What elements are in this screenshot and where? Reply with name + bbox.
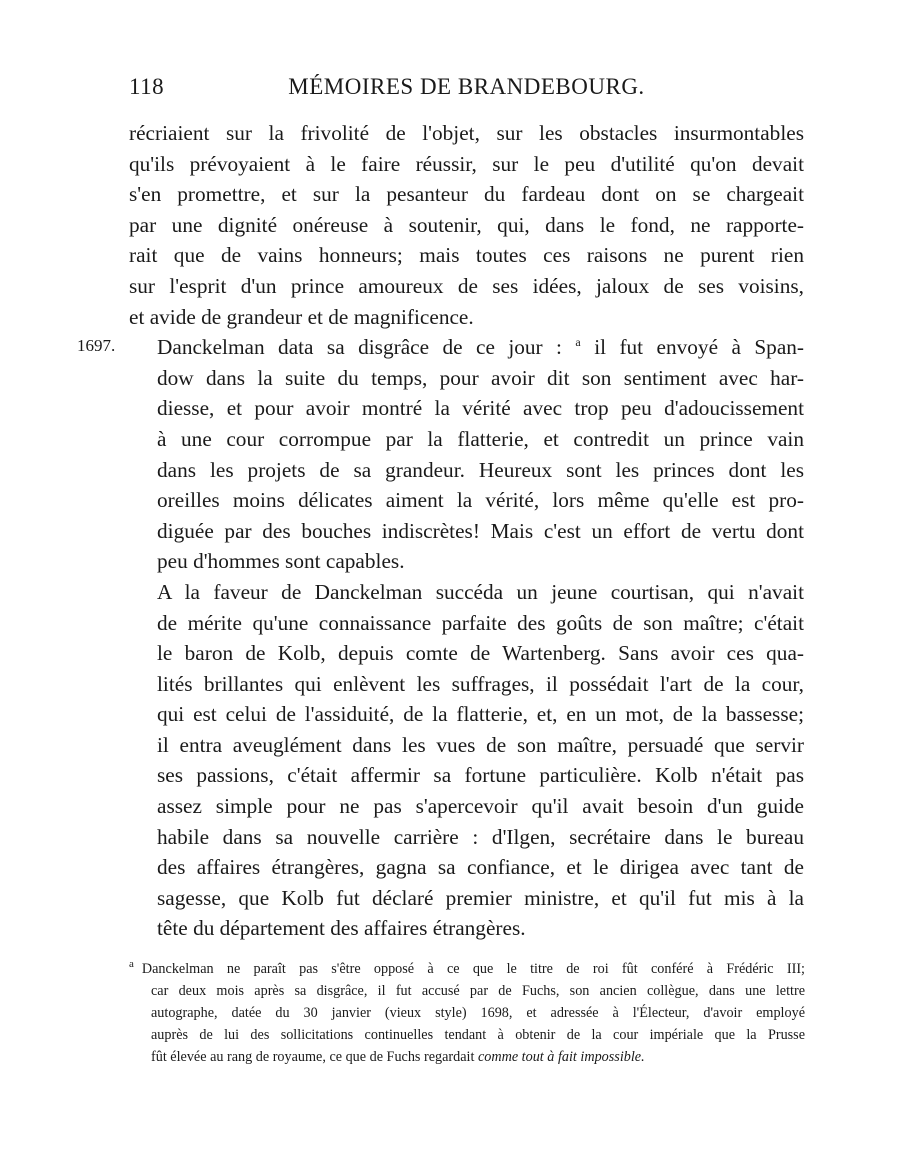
- text-line: des affaires étrangères, gagna sa confiance, et le dirigea avec tant de: [157, 855, 804, 880]
- running-title: MÉMOIRES DE BRANDEBOURG.: [288, 74, 645, 99]
- footnote-line: [129, 958, 805, 980]
- footnote: [129, 958, 805, 1068]
- text-line-start: Danckelman data sa disgrâce de ce jour :: [157, 335, 562, 360]
- footnote-line: autographe, datée du 30 janvier (vieux style) 1698, et adressée à l'Électeur, d'avoir employé: [151, 1005, 805, 1021]
- text-line: assez simple pour ne pas s'apercevoir qu'il avait besoin d'un guide: [157, 794, 804, 819]
- running-head: [129, 74, 804, 110]
- footnote-body: [129, 958, 805, 980]
- footnote-line: car deux mois après sa disgrâce, il fut accusé par de Fuchs, son ancien collègue, dans une lettre: [151, 983, 805, 999]
- text-line: lités brillantes qui enlèvent les suffrages, il possédait l'art de la cour,: [157, 671, 804, 696]
- text-line: qu'ils prévoyaient à le faire réussir, sur le peu d'utilité qu'on devait: [129, 151, 804, 176]
- text-line: diesse, et pour avoir montré la vérité avec trop peu d'adoucissement: [157, 396, 804, 421]
- text-line: dans les projets de sa grandeur. Heureux sont les princes dont les: [157, 457, 804, 482]
- text-line: sagesse, que Kolb fut déclaré premier ministre, et qu'il fut mis à la: [157, 885, 804, 910]
- text-line: peu d'hommes sont capables.: [157, 549, 405, 574]
- footnote-italic-tail: comme tout à fait impossible.: [477, 1049, 645, 1065]
- paragraph-2: [129, 332, 804, 577]
- footnote-line-text: fût élevée au rang de royaume, ce que de Fuchs regardait: [151, 1049, 475, 1065]
- footnote-reference[interactable]: a: [575, 335, 581, 350]
- text-line: ses passions, c'était affermir sa fortune particulière. Kolb n'était pas: [157, 763, 804, 788]
- text-line: dow dans la suite du temps, pour avoir dit son sentiment avec har-: [157, 365, 804, 390]
- paragraph-1: [129, 118, 804, 332]
- text-line: il entra aveuglément dans les vues de son maître, persuadé que servir: [157, 732, 804, 757]
- text-line: s'en promettre, et sur la pesanteur du fardeau dont on se chargeait: [129, 182, 804, 207]
- text-line: diguée par des bouches indiscrètes! Mais c'est un effort de vertu dont: [157, 518, 804, 543]
- text-line: A la faveur de Danckelman succéda un jeune courtisan, qui n'avait: [157, 579, 804, 604]
- text-line: par une dignité onéreuse à soutenir, qui, dans le fond, ne rapporte-: [129, 212, 804, 237]
- footnote-line: auprès de lui des sollicitations continuelles tendant à obtenir de la cour impériale que la Prusse: [151, 1027, 805, 1043]
- text-line: habile dans sa nouvelle carrière : d'Ilgen, secrétaire dans le bureau: [157, 824, 804, 849]
- paragraph-3: [129, 577, 804, 944]
- footnote-mark: a: [129, 958, 134, 971]
- text-line-end: il fut envoyé à Span-: [594, 335, 805, 360]
- text-line: qui est celui de l'assiduité, de la flatterie, et, en un mot, de la bassesse;: [157, 702, 804, 727]
- text-line: sur l'esprit d'un prince amoureux de ses idées, jaloux de ses voisins,: [129, 273, 804, 298]
- text-line: rait que de vains honneurs; mais toutes ces raisons ne purent rien: [129, 243, 804, 268]
- text-line: oreilles moins délicates aiment la vérité, lors même qu'elle est pro-: [157, 488, 804, 513]
- text-line: récriaient sur la frivolité de l'objet, sur les obstacles insurmontables: [129, 121, 804, 145]
- footnote-line-last: [151, 1046, 805, 1068]
- text-line-with-note: [129, 332, 804, 363]
- text-line: de mérite qu'une connaissance parfaite des goûts de son maître; c'était: [157, 610, 804, 635]
- footnote-line-text: Danckelman ne paraît pas s'être opposé à ce que le titre de roi fût conféré à Frédéric III;: [141, 961, 805, 977]
- body-text: [129, 118, 804, 944]
- page-number: 118: [129, 74, 165, 99]
- text-line: le baron de Kolb, depuis comte de Wartenberg. Sans avoir ces qua-: [157, 641, 804, 666]
- text-line: et avide de grandeur et de magnificence.: [129, 304, 474, 329]
- text-line: tête du département des affaires étrangères.: [157, 916, 526, 941]
- margin-year-note: 1697.: [77, 336, 116, 355]
- text-line: à une cour corrompue par la flatterie, et contredit un prince vain: [157, 426, 804, 451]
